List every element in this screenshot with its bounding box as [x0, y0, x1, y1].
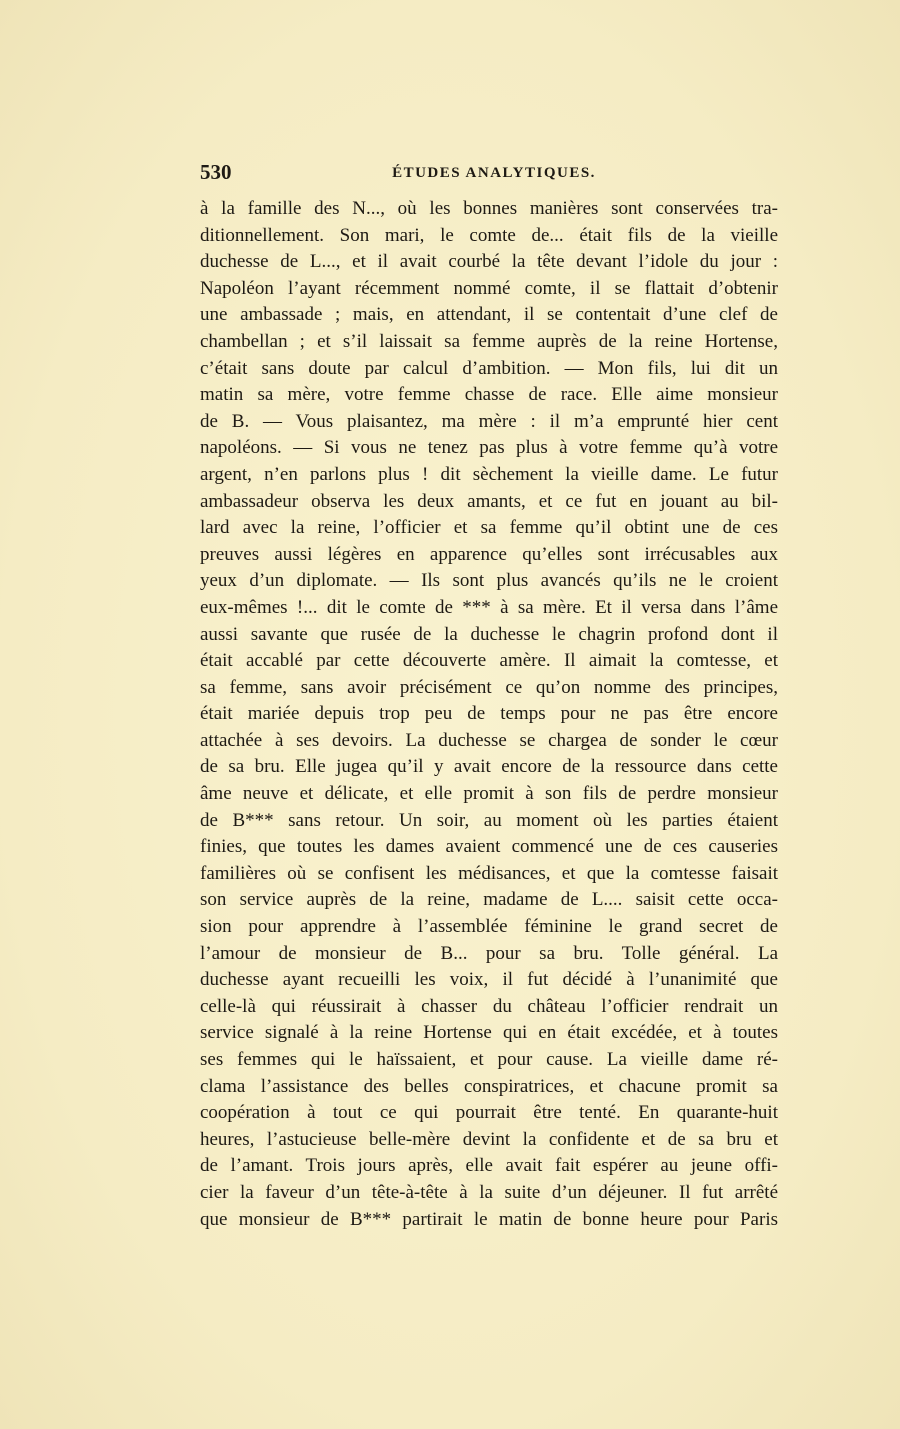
text-line-content: était mariée depuis trop peu de temps pour ne pas être encore — [200, 703, 778, 725]
text-line — [200, 515, 778, 542]
text-line — [200, 196, 778, 223]
text-line — [200, 462, 778, 489]
text-line — [200, 1020, 778, 1047]
text-line-content: était accablé par cette découverte amère. Il aimait la comtesse, et — [200, 650, 778, 672]
text-line — [200, 1127, 778, 1154]
text-line — [200, 568, 778, 595]
text-line — [200, 967, 778, 994]
text-line-content: familières où se confisent les médisances, et que la comtesse faisait — [200, 862, 778, 884]
text-line — [200, 728, 778, 755]
text-line — [200, 302, 778, 329]
text-line-content: napoléons. — Si vous ne tenez pas plus à votre femme qu’à votre — [200, 437, 778, 459]
text-line — [200, 1153, 778, 1180]
text-line-content: service signalé à la reine Hortense qui en était excédée, et à toutes — [200, 1022, 778, 1044]
text-line-content: heures, l’astucieuse belle-mère devint la confidente et de sa bru et — [200, 1128, 778, 1150]
text-line — [200, 595, 778, 622]
text-line — [200, 675, 778, 702]
text-line-content: de sa bru. Elle jugea qu’il y avait encore de la ressource dans cette — [200, 756, 778, 778]
text-line — [200, 781, 778, 808]
text-line-content: argent, n’en parlons plus ! dit sèchement la vieille dame. Le futur — [200, 463, 778, 485]
text-line — [200, 941, 778, 968]
text-line — [200, 249, 778, 276]
text-line-content: finies, que toutes les dames avaient commencé une de ces causeries — [200, 836, 778, 858]
text-line — [200, 435, 778, 462]
text-line-content: clama l’assistance des belles conspiratrices, et chacune promit sa — [200, 1075, 778, 1097]
text-line — [200, 701, 778, 728]
text-line-content: aussi savante que rusée de la duchesse le chagrin profond dont il — [200, 623, 778, 645]
text-line-content: chambellan ; et s’il laissait sa femme auprès de la reine Hortense, — [200, 330, 778, 352]
text-line — [200, 1207, 778, 1234]
text-line — [200, 489, 778, 516]
text-line-content: matin sa mère, votre femme chasse de race. Elle aime monsieur — [200, 384, 778, 406]
text-line — [200, 861, 778, 888]
text-line — [200, 834, 778, 861]
text-line-content: que monsieur de B*** partirait le matin de bonne heure pour Paris — [200, 1208, 778, 1230]
text-line-content: de B. — Vous plaisantez, ma mère : il m’a emprunté hier cent — [200, 410, 778, 432]
text-line-content: duchesse ayant recueilli les voix, il fut décidé à l’unanimité que — [200, 969, 778, 991]
text-line-content: de l’amant. Trois jours après, elle avait fait espérer au jeune offi- — [200, 1155, 778, 1177]
page-number: 530 — [200, 160, 232, 184]
text-line — [200, 887, 778, 914]
text-line-content: duchesse de L..., et il avait courbé la tête devant l’idole du jour : — [200, 251, 778, 273]
text-line-content: Napoléon l’ayant récemment nommé comte, il se flattait d’obtenir — [200, 277, 778, 299]
text-line — [200, 329, 778, 356]
text-line-content: ambassadeur observa les deux amants, et ce fut en jouant au bil- — [200, 490, 778, 512]
text-line-content: ses femmes qui le haïssaient, et pour cause. La vieille dame ré- — [200, 1049, 778, 1070]
text-line-content: ditionnellement. Son mari, le comte de... était fils de la vieille — [200, 224, 778, 246]
text-line-content: son service auprès de la reine, madame de L.... saisit cette occa- — [200, 889, 778, 911]
text-line-content: âme neuve et délicate, et elle promit à son fils de perdre monsieur — [200, 783, 778, 805]
text-line — [200, 754, 778, 781]
text-line-content: lard avec la reine, l’officier et sa femme qu’il obtint une de ces — [200, 517, 778, 539]
text-line-content: celle-là qui réussirait à chasser du château l’officier rendrait un — [200, 995, 778, 1017]
text-line-content: cier la faveur d’un tête-à-tête à la suite d’un déjeuner. Il fut arrêté — [200, 1181, 778, 1203]
text-line-content: une ambassade ; mais, en attendant, il se contentait d’une clef de — [200, 304, 778, 326]
text-line — [200, 382, 778, 409]
text-line-content: sion pour apprendre à l’assemblée féminine le grand secret de — [200, 916, 778, 938]
text-line — [200, 1180, 778, 1207]
text-line — [200, 1074, 778, 1101]
text-line-content: l’amour de monsieur de B... pour sa bru. Tolle général. La — [200, 942, 778, 964]
page-header — [200, 160, 778, 188]
text-line-content: eux-mêmes !... dit le comte de *** à sa mère. Et il versa dans l’âme — [200, 596, 778, 618]
text-line-content: preuves aussi légères en apparence qu’elles sont irrécusables aux — [200, 543, 778, 565]
text-line — [200, 542, 778, 569]
text-line — [200, 622, 778, 649]
text-line-content: c’était sans doute par calcul d’ambition. — Mon fils, lui dit un — [200, 357, 778, 379]
running-title: ÉTUDES ANALYTIQUES. — [392, 165, 596, 181]
text-line — [200, 1047, 778, 1074]
text-line — [200, 409, 778, 436]
text-line-content: yeux d’un diplomate. — Ils sont plus avancés qu’ils ne le croient — [200, 570, 778, 592]
text-line — [200, 356, 778, 383]
text-line — [200, 914, 778, 941]
text-line-content: coopération à tout ce qui pourrait être tenté. En quarante-huit — [200, 1102, 778, 1124]
text-line-content: attachée à ses devoirs. La duchesse se chargea de sonder le cœur — [200, 729, 778, 751]
text-line-content: à la famille des N..., où les bonnes manières sont conservées tra- — [200, 198, 778, 219]
text-line — [200, 223, 778, 250]
body-text — [200, 196, 778, 1233]
text-line — [200, 1100, 778, 1127]
text-line — [200, 808, 778, 835]
text-line-content: sa femme, sans avoir précisément ce qu’on nomme des principes, — [200, 676, 778, 698]
text-line — [200, 276, 778, 303]
text-line-content: de B*** sans retour. Un soir, au moment où les parties étaient — [200, 809, 778, 831]
text-line — [200, 648, 778, 675]
text-line — [200, 994, 778, 1021]
